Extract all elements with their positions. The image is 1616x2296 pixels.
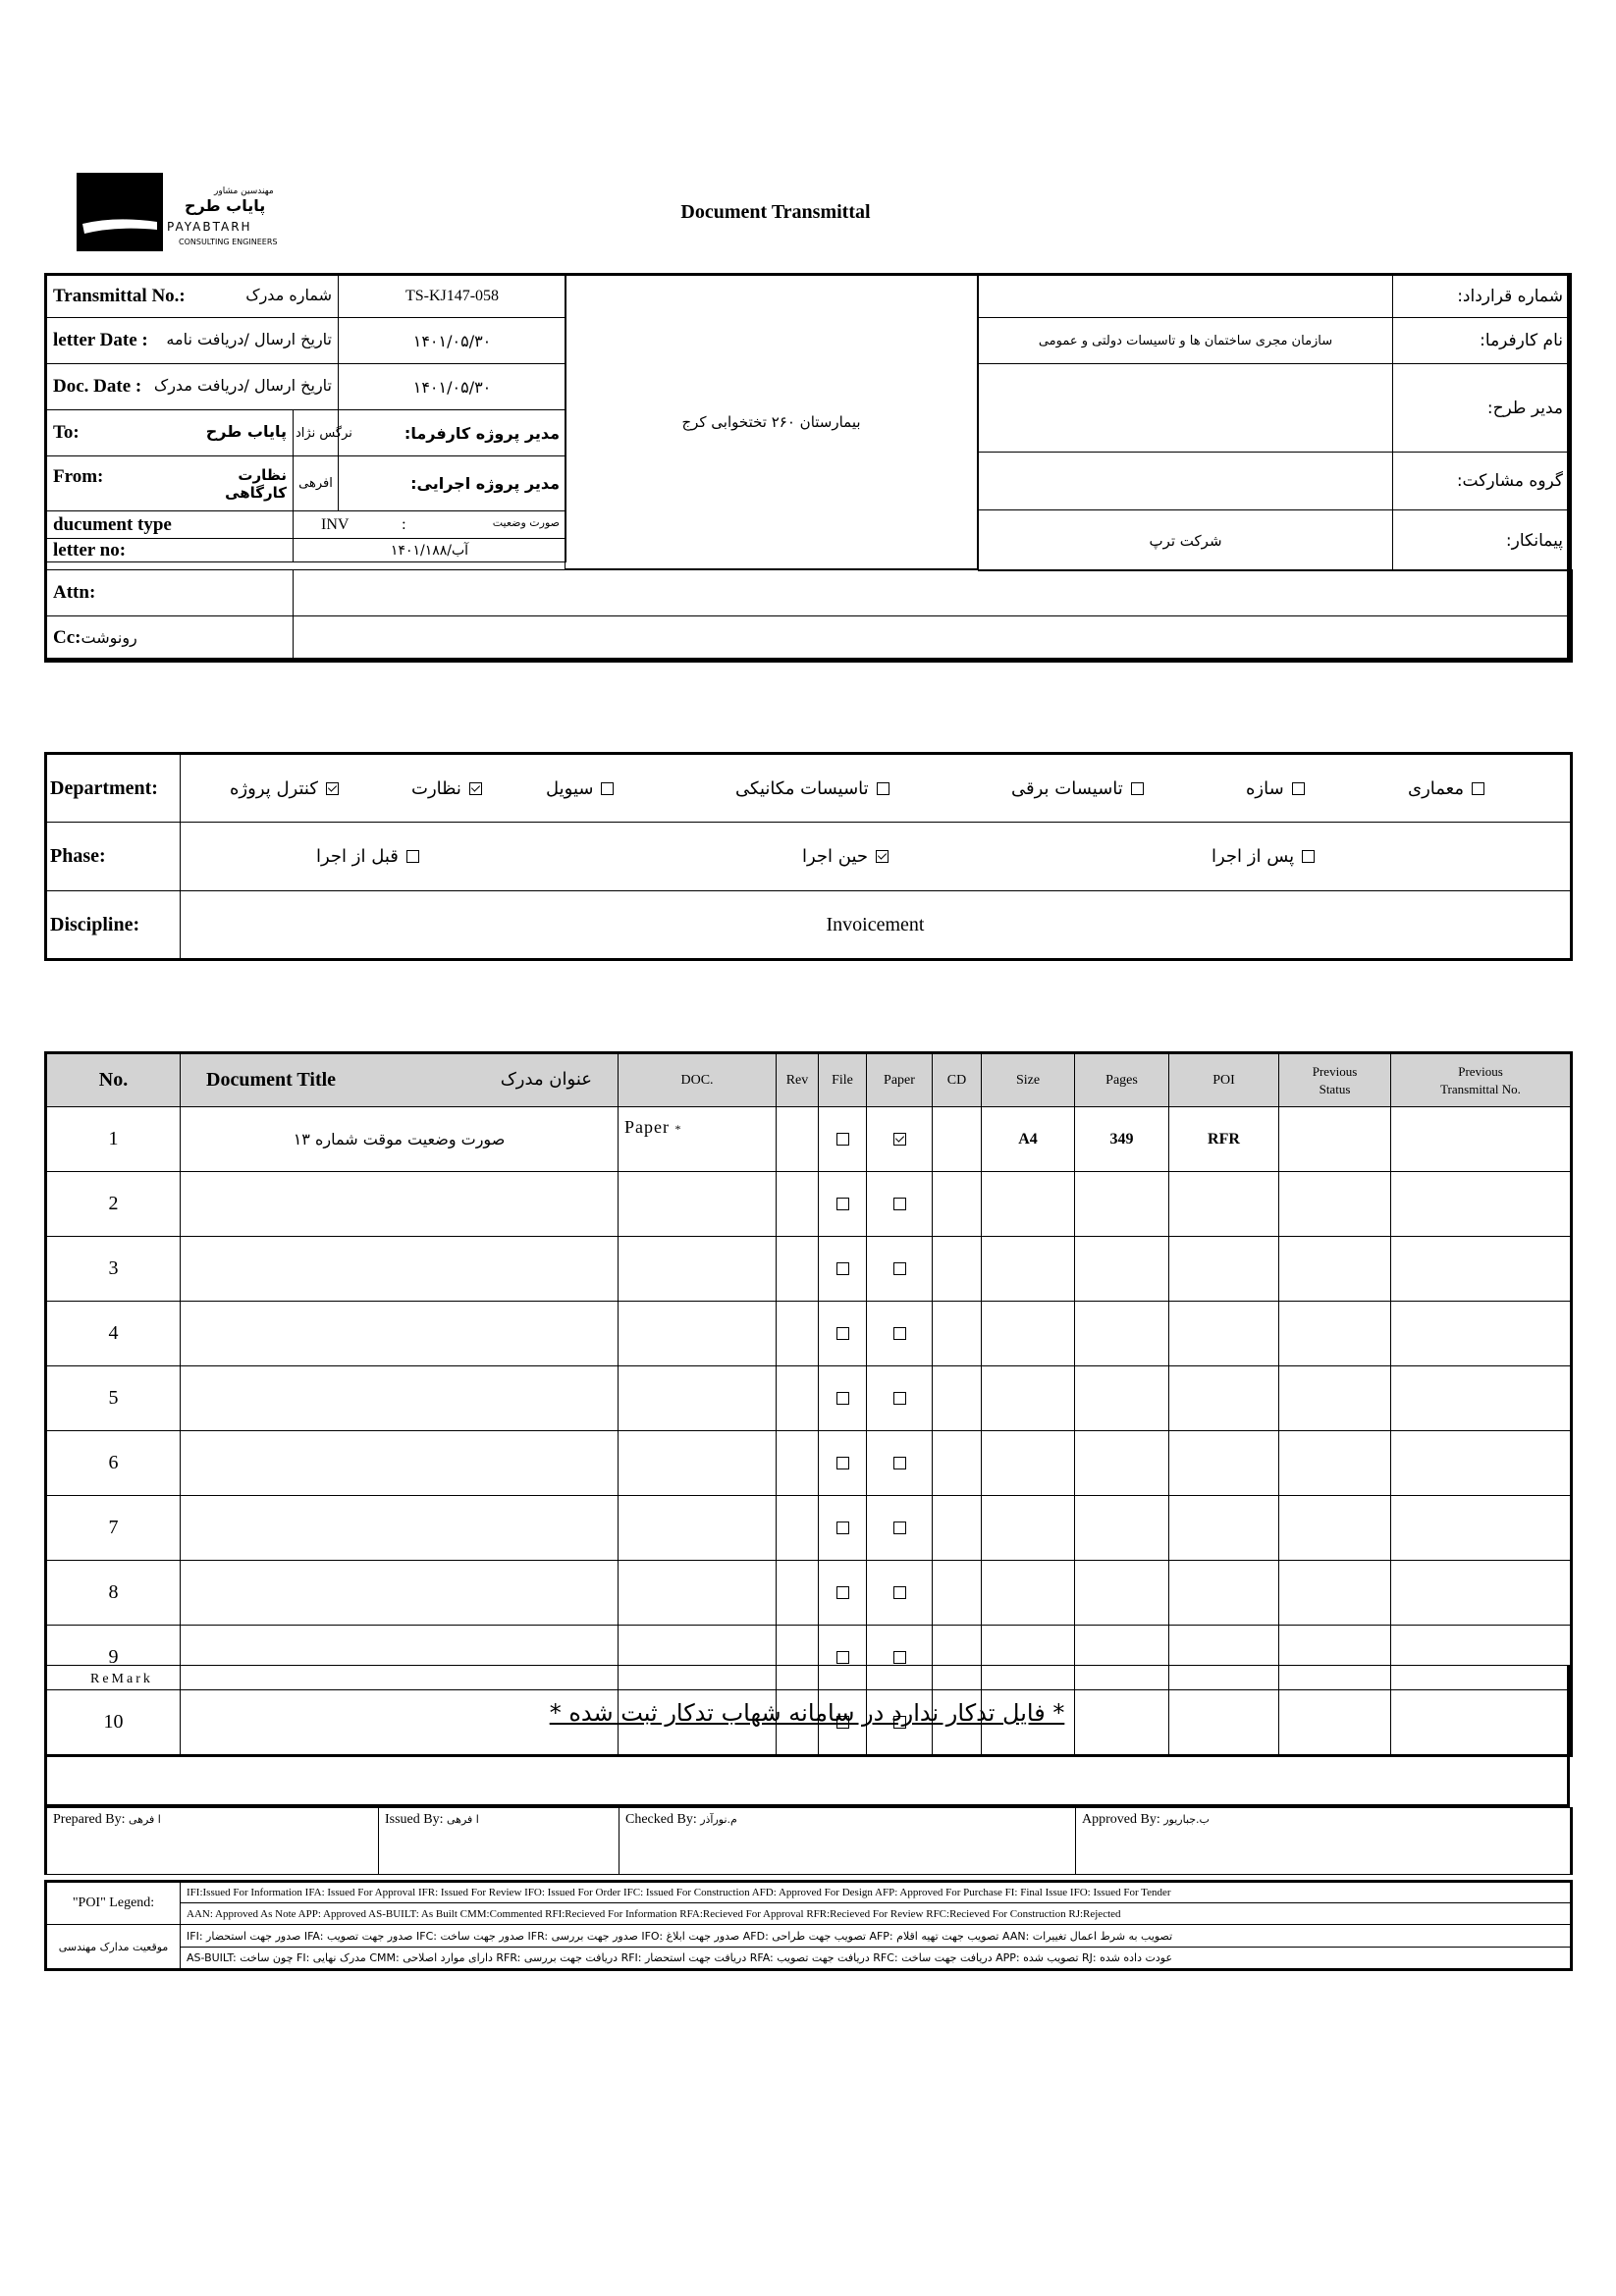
prepared-value: ا فرهی bbox=[128, 1813, 161, 1826]
dept-option-electrical[interactable] bbox=[1011, 755, 1144, 822]
letter-date-value: ۱۴۰۱/۰۵/۳۰ bbox=[339, 318, 566, 364]
row-doc-value: Paper bbox=[624, 1117, 670, 1137]
file-checkbox[interactable] bbox=[836, 1457, 849, 1469]
dept-checkbox-5[interactable] bbox=[1292, 782, 1305, 795]
col-file: File bbox=[819, 1053, 867, 1107]
row-size bbox=[982, 1561, 1075, 1626]
poi-legend-label: "POI" Legend: bbox=[46, 1882, 181, 1925]
col-prev-status-2: Status bbox=[1319, 1081, 1351, 1096]
attn-cc-table bbox=[44, 569, 1573, 663]
col-paper: Paper bbox=[867, 1053, 933, 1107]
approved-label: Approved By: bbox=[1082, 1812, 1160, 1827]
row-size bbox=[982, 1496, 1075, 1561]
table-row bbox=[46, 1496, 1572, 1561]
dept-label-1: نظارت bbox=[411, 777, 461, 799]
row-prev-status bbox=[1279, 1107, 1391, 1172]
row-prev-status bbox=[1279, 1237, 1391, 1302]
paper-checkbox[interactable] bbox=[893, 1392, 906, 1405]
row-cd bbox=[933, 1172, 982, 1237]
dept-checkbox-0[interactable] bbox=[326, 782, 339, 795]
row-poi bbox=[1169, 1237, 1279, 1302]
design-manager-label: مدیر طرح: bbox=[1393, 364, 1571, 453]
dept-option-structure[interactable] bbox=[1246, 755, 1305, 822]
row-size bbox=[982, 1366, 1075, 1431]
phase-label-2: پس از اجرا bbox=[1212, 846, 1295, 867]
remark-box bbox=[44, 1665, 1570, 1807]
row-prev-trans bbox=[1391, 1366, 1572, 1431]
col-prev-status-1: Previous bbox=[1312, 1063, 1358, 1079]
from-label: From: bbox=[53, 465, 104, 487]
row-pages bbox=[1075, 1431, 1169, 1496]
paper-checkbox[interactable] bbox=[893, 1198, 906, 1210]
phase-option-during[interactable] bbox=[802, 823, 889, 890]
to-person: نرگس نژاد bbox=[294, 410, 339, 456]
client-value: سازمان مجری ساختمان ها و تاسیسات دولتی و عمومی bbox=[979, 318, 1393, 364]
row-rev bbox=[777, 1366, 819, 1431]
department-label: Department: bbox=[46, 754, 181, 823]
row-file bbox=[819, 1107, 867, 1172]
row-cd bbox=[933, 1496, 982, 1561]
contract-no-value bbox=[979, 275, 1393, 318]
row-pages: 349 bbox=[1075, 1107, 1169, 1172]
phase-checkbox-2[interactable] bbox=[1302, 850, 1315, 863]
row-prev-status bbox=[1279, 1431, 1391, 1496]
phase-option-after[interactable] bbox=[1212, 823, 1315, 890]
signatures-table bbox=[44, 1807, 1573, 1875]
doc-date-label-fa: تاریخ ارسال /دریافت مدرک bbox=[153, 376, 332, 395]
logo-mark-icon bbox=[77, 173, 163, 251]
logo-text-fa-2: پایاب طرح bbox=[185, 196, 266, 215]
attn-value bbox=[294, 570, 1572, 616]
dept-label-2: سیویل bbox=[546, 777, 594, 799]
col-rev: Rev bbox=[777, 1053, 819, 1107]
col-prev-trans-2: Transmittal No. bbox=[1440, 1081, 1521, 1096]
row-prev-status bbox=[1279, 1366, 1391, 1431]
doctype-fa: صورت وضعیت bbox=[492, 515, 560, 529]
table-row bbox=[46, 1172, 1572, 1237]
remark-text: * فایل تدکار ندارد در سامانه شهاب تدکار ثبت شده * bbox=[549, 1699, 1065, 1727]
paper-checkbox[interactable] bbox=[893, 1133, 906, 1146]
doc-date-value: ۱۴۰۱/۰۵/۳۰ bbox=[339, 364, 566, 410]
row-doc bbox=[619, 1107, 777, 1172]
row-rev bbox=[777, 1561, 819, 1626]
row-title bbox=[181, 1366, 619, 1431]
poi-legend-line-1: IFI:Issued For Information IFA: Issued For Approval IFR: Issued For Review IFO: Issued For Order IFC: Issued For Construction AFD: Approved For Design AFP: Approved For Purchase FI: Final Issue IFO: Issued For Tender bbox=[181, 1882, 1572, 1903]
col-prev-trans bbox=[1391, 1053, 1572, 1107]
phase-label-1: حین اجرا bbox=[802, 846, 869, 867]
paper-checkbox[interactable] bbox=[893, 1457, 906, 1469]
row-prev-status bbox=[1279, 1496, 1391, 1561]
discipline-value: Invoicement bbox=[181, 891, 1572, 960]
row-cd bbox=[933, 1302, 982, 1366]
row-paper bbox=[867, 1431, 933, 1496]
poi-legend-line-2: AAN: Approved As Note APP: Approved AS-BUILT: As Built CMM:Commented RFI:Recieved For Information RFA:Recieved For Approval RFR:Recieved For Review RFC:Recieved For Construction RJ:Rejected bbox=[181, 1903, 1572, 1925]
classification-table bbox=[44, 752, 1573, 961]
phase-options bbox=[181, 823, 1572, 891]
row-poi bbox=[1169, 1496, 1279, 1561]
file-checkbox[interactable] bbox=[836, 1586, 849, 1599]
to-label: To: bbox=[53, 422, 80, 443]
letter-date-label-fa: تاریخ ارسال /دریافت نامه bbox=[166, 330, 332, 348]
row-no: 2 bbox=[46, 1172, 181, 1237]
row-size bbox=[982, 1302, 1075, 1366]
document-title: Document Transmittal bbox=[680, 201, 871, 223]
dept-option-mechanical[interactable] bbox=[735, 755, 889, 822]
dept-option-architecture[interactable] bbox=[1408, 755, 1484, 822]
paper-checkbox[interactable] bbox=[893, 1586, 906, 1599]
row-no: 8 bbox=[46, 1561, 181, 1626]
design-manager-value bbox=[979, 364, 1393, 453]
row-title bbox=[181, 1237, 619, 1302]
to-value: پایاب طرح bbox=[205, 422, 287, 441]
logo-subtitle: CONSULTING ENGINEERS bbox=[179, 238, 278, 246]
row-no: 7 bbox=[46, 1496, 181, 1561]
legend-table bbox=[44, 1880, 1573, 1971]
row-size: A4 bbox=[982, 1107, 1075, 1172]
row-prev-status bbox=[1279, 1172, 1391, 1237]
letter-no-label: letter no: bbox=[46, 539, 294, 562]
checked-value: م.نورآذر bbox=[700, 1813, 737, 1826]
row-pages bbox=[1075, 1496, 1169, 1561]
phase-option-before[interactable] bbox=[316, 823, 419, 890]
attn-label: Attn: bbox=[46, 570, 294, 616]
row-file bbox=[819, 1302, 867, 1366]
approved-value: ب.جباریور bbox=[1163, 1813, 1210, 1826]
row-prev-trans bbox=[1391, 1561, 1572, 1626]
table-row bbox=[46, 1431, 1572, 1496]
paper-checkbox[interactable] bbox=[893, 1262, 906, 1275]
row-doc bbox=[619, 1302, 777, 1366]
status-legend-line-2: AS-BUILT: چون ساخت FI: مدرک نهایی CMM: دارای موارد اصلاحی RFR: دریافت جهت بررسی RFI: دریافت جهت استحضار RFA: دریافت جهت تصویب RFC: دریافت جهت ساخت APP: تصویب شده RJ: عودت داده شده bbox=[181, 1948, 1572, 1970]
col-title: Document Title bbox=[206, 1069, 337, 1091]
status-legend-label: موقعیت مدارک مهندسی bbox=[46, 1925, 181, 1970]
paper-checkbox[interactable] bbox=[893, 1327, 906, 1340]
col-prev-trans-1: Previous bbox=[1458, 1063, 1503, 1079]
row-paper bbox=[867, 1496, 933, 1561]
table-row bbox=[46, 1302, 1572, 1366]
documents-table-body bbox=[46, 1107, 1572, 1756]
row-poi bbox=[1169, 1172, 1279, 1237]
row-title bbox=[181, 1496, 619, 1561]
doc-date-label: Doc. Date : bbox=[53, 376, 142, 397]
col-prev-status bbox=[1279, 1053, 1391, 1107]
contract-no-label: شماره قرارداد: bbox=[1393, 275, 1571, 318]
row-size bbox=[982, 1237, 1075, 1302]
file-checkbox[interactable] bbox=[836, 1327, 849, 1340]
department-options bbox=[181, 754, 1572, 823]
from-value: نظارت کارگاهی bbox=[225, 465, 287, 502]
row-doc bbox=[619, 1366, 777, 1431]
remark-label: ReMark bbox=[90, 1672, 153, 1686]
status-legend-line-1: IFI: صدور جهت استحضار IFA: صدور جهت تصویب IFC: صدور جهت ساخت IFR: صدور جهت بررسی IFO: صدور جهت ابلاغ AFD: تصویب جهت طراحی AFP: تصویب جهت تهیه اقلام AAN: تصویب به شرط اعمال تغییرات bbox=[181, 1925, 1572, 1948]
row-no: 3 bbox=[46, 1237, 181, 1302]
file-checkbox[interactable] bbox=[836, 1198, 849, 1210]
row-doc bbox=[619, 1561, 777, 1626]
documents-table bbox=[44, 1051, 1573, 1757]
logo-text-en: PAYABTARH bbox=[167, 220, 252, 234]
col-no: No. bbox=[46, 1053, 181, 1107]
row-file bbox=[819, 1496, 867, 1561]
row-title bbox=[181, 1561, 619, 1626]
row-no: 9 bbox=[46, 1626, 181, 1690]
letter-date-label: letter Date : bbox=[53, 330, 148, 350]
row-doc bbox=[619, 1237, 777, 1302]
row-cd bbox=[933, 1237, 982, 1302]
file-checkbox[interactable] bbox=[836, 1522, 849, 1534]
row-prev-trans bbox=[1391, 1237, 1572, 1302]
row-prev-trans bbox=[1391, 1496, 1572, 1561]
row-prev-status bbox=[1279, 1561, 1391, 1626]
row-prev-trans bbox=[1391, 1431, 1572, 1496]
row-no: 1 bbox=[46, 1107, 181, 1172]
col-poi: POI bbox=[1169, 1053, 1279, 1107]
cc-label: Cc: bbox=[53, 627, 81, 648]
row-doc bbox=[619, 1431, 777, 1496]
row-title: صورت وضعیت موقت شماره ۱۳ bbox=[181, 1107, 619, 1172]
info-right-table bbox=[978, 273, 1572, 571]
phase-label: Phase: bbox=[46, 823, 181, 891]
discipline-label: Discipline: bbox=[46, 891, 181, 960]
row-prev-trans bbox=[1391, 1107, 1572, 1172]
cc-value bbox=[294, 616, 1572, 662]
row-paper bbox=[867, 1561, 933, 1626]
file-checkbox[interactable] bbox=[836, 1133, 849, 1146]
file-checkbox[interactable] bbox=[836, 1262, 849, 1275]
cc-label-fa: رونوشت bbox=[81, 628, 137, 647]
row-prev-trans bbox=[1391, 1302, 1572, 1366]
dept-label-0: کنترل پروژه bbox=[230, 777, 318, 799]
row-pages bbox=[1075, 1366, 1169, 1431]
dept-option-supervision[interactable] bbox=[411, 755, 482, 822]
dept-checkbox-6[interactable] bbox=[1472, 782, 1484, 795]
contractor-value: شرکت ترپ bbox=[979, 510, 1393, 571]
row-cd bbox=[933, 1561, 982, 1626]
dept-checkbox-1[interactable] bbox=[469, 782, 482, 795]
phase-checkbox-1[interactable] bbox=[876, 850, 889, 863]
file-checkbox[interactable] bbox=[836, 1392, 849, 1405]
row-prev-status bbox=[1279, 1302, 1391, 1366]
row-rev bbox=[777, 1431, 819, 1496]
partnership-label: گروه مشارکت: bbox=[1393, 453, 1571, 510]
row-cd bbox=[933, 1431, 982, 1496]
row-rev bbox=[777, 1302, 819, 1366]
checked-label: Checked By: bbox=[625, 1812, 697, 1827]
paper-checkbox[interactable] bbox=[893, 1651, 906, 1664]
row-poi bbox=[1169, 1561, 1279, 1626]
row-paper bbox=[867, 1302, 933, 1366]
row-title bbox=[181, 1172, 619, 1237]
row-pages bbox=[1075, 1302, 1169, 1366]
col-size: Size bbox=[982, 1053, 1075, 1107]
from-person: افرهی bbox=[294, 456, 339, 511]
row-title bbox=[181, 1302, 619, 1366]
row-file bbox=[819, 1366, 867, 1431]
table-row bbox=[46, 1237, 1572, 1302]
row-paper bbox=[867, 1172, 933, 1237]
row-prev-trans bbox=[1391, 1172, 1572, 1237]
row-poi bbox=[1169, 1302, 1279, 1366]
col-pages: Pages bbox=[1075, 1053, 1169, 1107]
row-cd bbox=[933, 1366, 982, 1431]
doctype-colon: : bbox=[402, 515, 406, 533]
row-no: 10 bbox=[46, 1690, 181, 1756]
col-cd: CD bbox=[933, 1053, 982, 1107]
row-doc-mark: * bbox=[674, 1122, 682, 1136]
col-doc: DOC. bbox=[619, 1053, 777, 1107]
dept-checkbox-3[interactable] bbox=[877, 782, 889, 795]
row-size bbox=[982, 1431, 1075, 1496]
col-title-fa: عنوان مدرک bbox=[500, 1069, 592, 1090]
logo-text-fa-1: مهندسین مشاور bbox=[214, 187, 274, 196]
row-doc bbox=[619, 1496, 777, 1561]
dept-option-civil[interactable] bbox=[546, 755, 614, 822]
row-file bbox=[819, 1172, 867, 1237]
client-label: نام کارفرما: bbox=[1393, 318, 1571, 364]
contractor-label: پیمانکار: bbox=[1393, 510, 1571, 571]
row-file bbox=[819, 1561, 867, 1626]
issued-value: ا فرهی bbox=[447, 1813, 479, 1826]
project-name: بیمارستان ۲۶۰ تختخوابی کرج bbox=[681, 413, 861, 431]
row-rev bbox=[777, 1107, 819, 1172]
row-paper bbox=[867, 1107, 933, 1172]
dept-label-5: سازه bbox=[1246, 777, 1284, 799]
letter-no-value: ۱۴۰۱/آب/۱۸۸ bbox=[294, 539, 566, 562]
table-row bbox=[46, 1107, 1572, 1172]
table-row bbox=[46, 1366, 1572, 1431]
issued-label: Issued By: bbox=[385, 1812, 444, 1827]
dept-label-6: معماری bbox=[1408, 777, 1464, 799]
from-role: مدیر پروژه اجرایی: bbox=[339, 456, 566, 511]
row-rev bbox=[777, 1237, 819, 1302]
row-pages bbox=[1075, 1237, 1169, 1302]
to-role: مدیر پروژه کارفرما: bbox=[339, 410, 566, 456]
info-left-table bbox=[44, 273, 566, 562]
dept-option-project-control[interactable] bbox=[230, 755, 339, 822]
file-checkbox[interactable] bbox=[836, 1651, 849, 1664]
paper-checkbox[interactable] bbox=[893, 1522, 906, 1534]
row-poi bbox=[1169, 1431, 1279, 1496]
transmittal-label-fa: شماره مدرک bbox=[245, 286, 332, 304]
row-paper bbox=[867, 1366, 933, 1431]
row-paper bbox=[867, 1237, 933, 1302]
row-poi: RFR bbox=[1169, 1107, 1279, 1172]
row-doc bbox=[619, 1172, 777, 1237]
dept-checkbox-4[interactable] bbox=[1131, 782, 1144, 795]
dept-checkbox-2[interactable] bbox=[601, 782, 614, 795]
doctype-label: ducument type bbox=[46, 511, 294, 539]
phase-label-0: قبل از اجرا bbox=[316, 846, 399, 867]
row-pages bbox=[1075, 1561, 1169, 1626]
table-row bbox=[46, 1561, 1572, 1626]
company-logo bbox=[77, 173, 293, 251]
phase-checkbox-0[interactable] bbox=[406, 850, 419, 863]
row-rev bbox=[777, 1496, 819, 1561]
row-no: 4 bbox=[46, 1302, 181, 1366]
dept-label-3: تاسیسات مکانیکی bbox=[735, 777, 869, 799]
row-no: 6 bbox=[46, 1431, 181, 1496]
row-file bbox=[819, 1237, 867, 1302]
row-no: 5 bbox=[46, 1366, 181, 1431]
row-rev bbox=[777, 1172, 819, 1237]
row-poi bbox=[1169, 1366, 1279, 1431]
prepared-label: Prepared By: bbox=[53, 1812, 126, 1827]
transmittal-label: Transmittal No.: bbox=[53, 286, 186, 306]
dept-label-4: تاسیسات برقی bbox=[1011, 777, 1123, 799]
row-size bbox=[982, 1172, 1075, 1237]
row-cd bbox=[933, 1107, 982, 1172]
doctype-value: INV bbox=[321, 515, 350, 533]
partnership-value bbox=[979, 453, 1393, 510]
transmittal-value: TS-KJ147-058 bbox=[339, 275, 566, 318]
row-file bbox=[819, 1431, 867, 1496]
row-pages bbox=[1075, 1172, 1169, 1237]
row-title bbox=[181, 1431, 619, 1496]
